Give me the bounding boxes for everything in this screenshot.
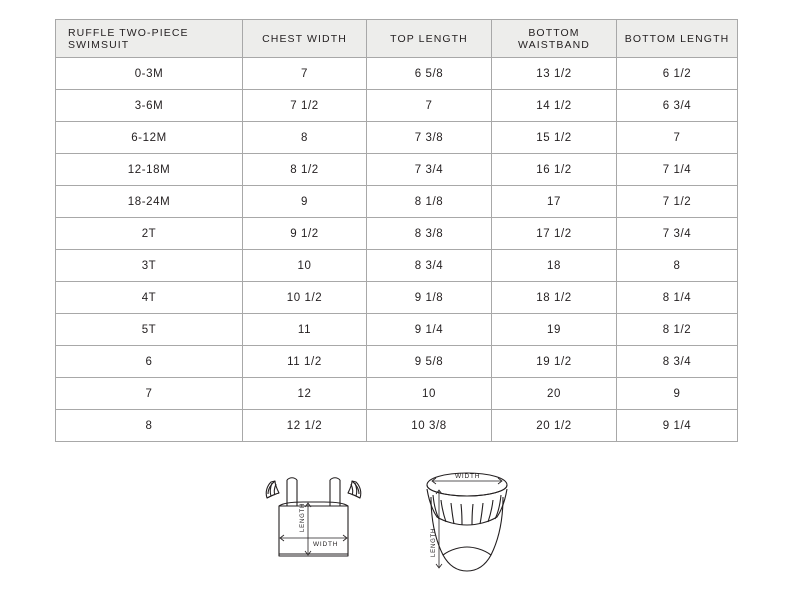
size-chart-table	[55, 19, 738, 442]
table-header-row	[56, 20, 738, 58]
cell-size: 4T	[56, 282, 243, 314]
cell-chest-width: 12 1/2	[243, 410, 367, 442]
cell-chest-width: 7	[243, 58, 367, 90]
table-row	[56, 378, 738, 410]
cell-bottom-waistband: 19 1/2	[492, 346, 617, 378]
bottom-length-label: LENGTH	[431, 527, 437, 557]
cell-bottom-waistband: 17 1/2	[492, 218, 617, 250]
table-row	[56, 186, 738, 218]
table-row	[56, 282, 738, 314]
top-width-label: WIDTH	[313, 541, 339, 548]
table-row	[56, 314, 738, 346]
cell-size: 5T	[56, 314, 243, 346]
cell-bottom-length: 8 1/2	[617, 314, 738, 346]
table-row	[56, 346, 738, 378]
cell-size: 18-24M	[56, 186, 243, 218]
bottom-width-label: WIDTH	[455, 473, 481, 480]
cell-chest-width: 8	[243, 122, 367, 154]
cell-bottom-waistband: 18	[492, 250, 617, 282]
cell-top-length: 7	[367, 90, 492, 122]
cell-top-length: 8 3/8	[367, 218, 492, 250]
cell-chest-width: 9	[243, 186, 367, 218]
cell-top-length: 10	[367, 378, 492, 410]
cell-bottom-length: 6 3/4	[617, 90, 738, 122]
cell-bottom-waistband: 19	[492, 314, 617, 346]
table-row	[56, 410, 738, 442]
cell-chest-width: 7 1/2	[243, 90, 367, 122]
cell-size: 3T	[56, 250, 243, 282]
cell-top-length: 9 5/8	[367, 346, 492, 378]
cell-size: 0-3M	[56, 58, 243, 90]
table-row	[56, 218, 738, 250]
cell-top-length: 6 5/8	[367, 58, 492, 90]
cell-bottom-length: 8 1/4	[617, 282, 738, 314]
cell-size: 2T	[56, 218, 243, 250]
cell-size: 3-6M	[56, 90, 243, 122]
cell-chest-width: 10	[243, 250, 367, 282]
cell-chest-width: 11 1/2	[243, 346, 367, 378]
cell-bottom-waistband: 16 1/2	[492, 154, 617, 186]
table-row	[56, 250, 738, 282]
cell-bottom-waistband: 13 1/2	[492, 58, 617, 90]
cell-size: 8	[56, 410, 243, 442]
cell-bottom-length: 8	[617, 250, 738, 282]
cell-bottom-waistband: 20	[492, 378, 617, 410]
cell-bottom-length: 6 1/2	[617, 58, 738, 90]
cell-bottom-length: 7 1/4	[617, 154, 738, 186]
cell-top-length: 7 3/8	[367, 122, 492, 154]
cell-size: 12-18M	[56, 154, 243, 186]
top-length-label: LENGTH	[300, 502, 306, 532]
swim-bottom-diagram	[415, 467, 545, 597]
cell-top-length: 8 3/4	[367, 250, 492, 282]
cell-chest-width: 9 1/2	[243, 218, 367, 250]
swim-top-diagram	[263, 460, 393, 585]
cell-top-length: 7 3/4	[367, 154, 492, 186]
garment-diagrams	[245, 455, 565, 600]
column-header-bottom-waistband: BOTTOM WAISTBAND	[492, 20, 617, 58]
column-header-bottom-length: BOTTOM LENGTH	[617, 20, 738, 58]
cell-bottom-length: 7 3/4	[617, 218, 738, 250]
cell-top-length: 8 1/8	[367, 186, 492, 218]
cell-size: 6-12M	[56, 122, 243, 154]
cell-size: 7	[56, 378, 243, 410]
table-row	[56, 154, 738, 186]
table-row	[56, 122, 738, 154]
cell-top-length: 9 1/8	[367, 282, 492, 314]
cell-chest-width: 8 1/2	[243, 154, 367, 186]
cell-bottom-waistband: 14 1/2	[492, 90, 617, 122]
cell-chest-width: 11	[243, 314, 367, 346]
cell-bottom-length: 9 1/4	[617, 410, 738, 442]
column-header-chest-width: CHEST WIDTH	[243, 20, 367, 58]
cell-chest-width: 10 1/2	[243, 282, 367, 314]
cell-top-length: 10 3/8	[367, 410, 492, 442]
table-row	[56, 90, 738, 122]
cell-chest-width: 12	[243, 378, 367, 410]
column-header-top-length: TOP LENGTH	[367, 20, 492, 58]
cell-bottom-waistband: 20 1/2	[492, 410, 617, 442]
cell-bottom-waistband: 18 1/2	[492, 282, 617, 314]
cell-bottom-waistband: 15 1/2	[492, 122, 617, 154]
cell-bottom-length: 7 1/2	[617, 186, 738, 218]
column-header-garment: RUFFLE TWO-PIECE SWIMSUIT	[56, 20, 243, 58]
table-row	[56, 58, 738, 90]
cell-bottom-length: 7	[617, 122, 738, 154]
cell-bottom-length: 9	[617, 378, 738, 410]
cell-bottom-waistband: 17	[492, 186, 617, 218]
cell-size: 6	[56, 346, 243, 378]
cell-top-length: 9 1/4	[367, 314, 492, 346]
cell-bottom-length: 8 3/4	[617, 346, 738, 378]
